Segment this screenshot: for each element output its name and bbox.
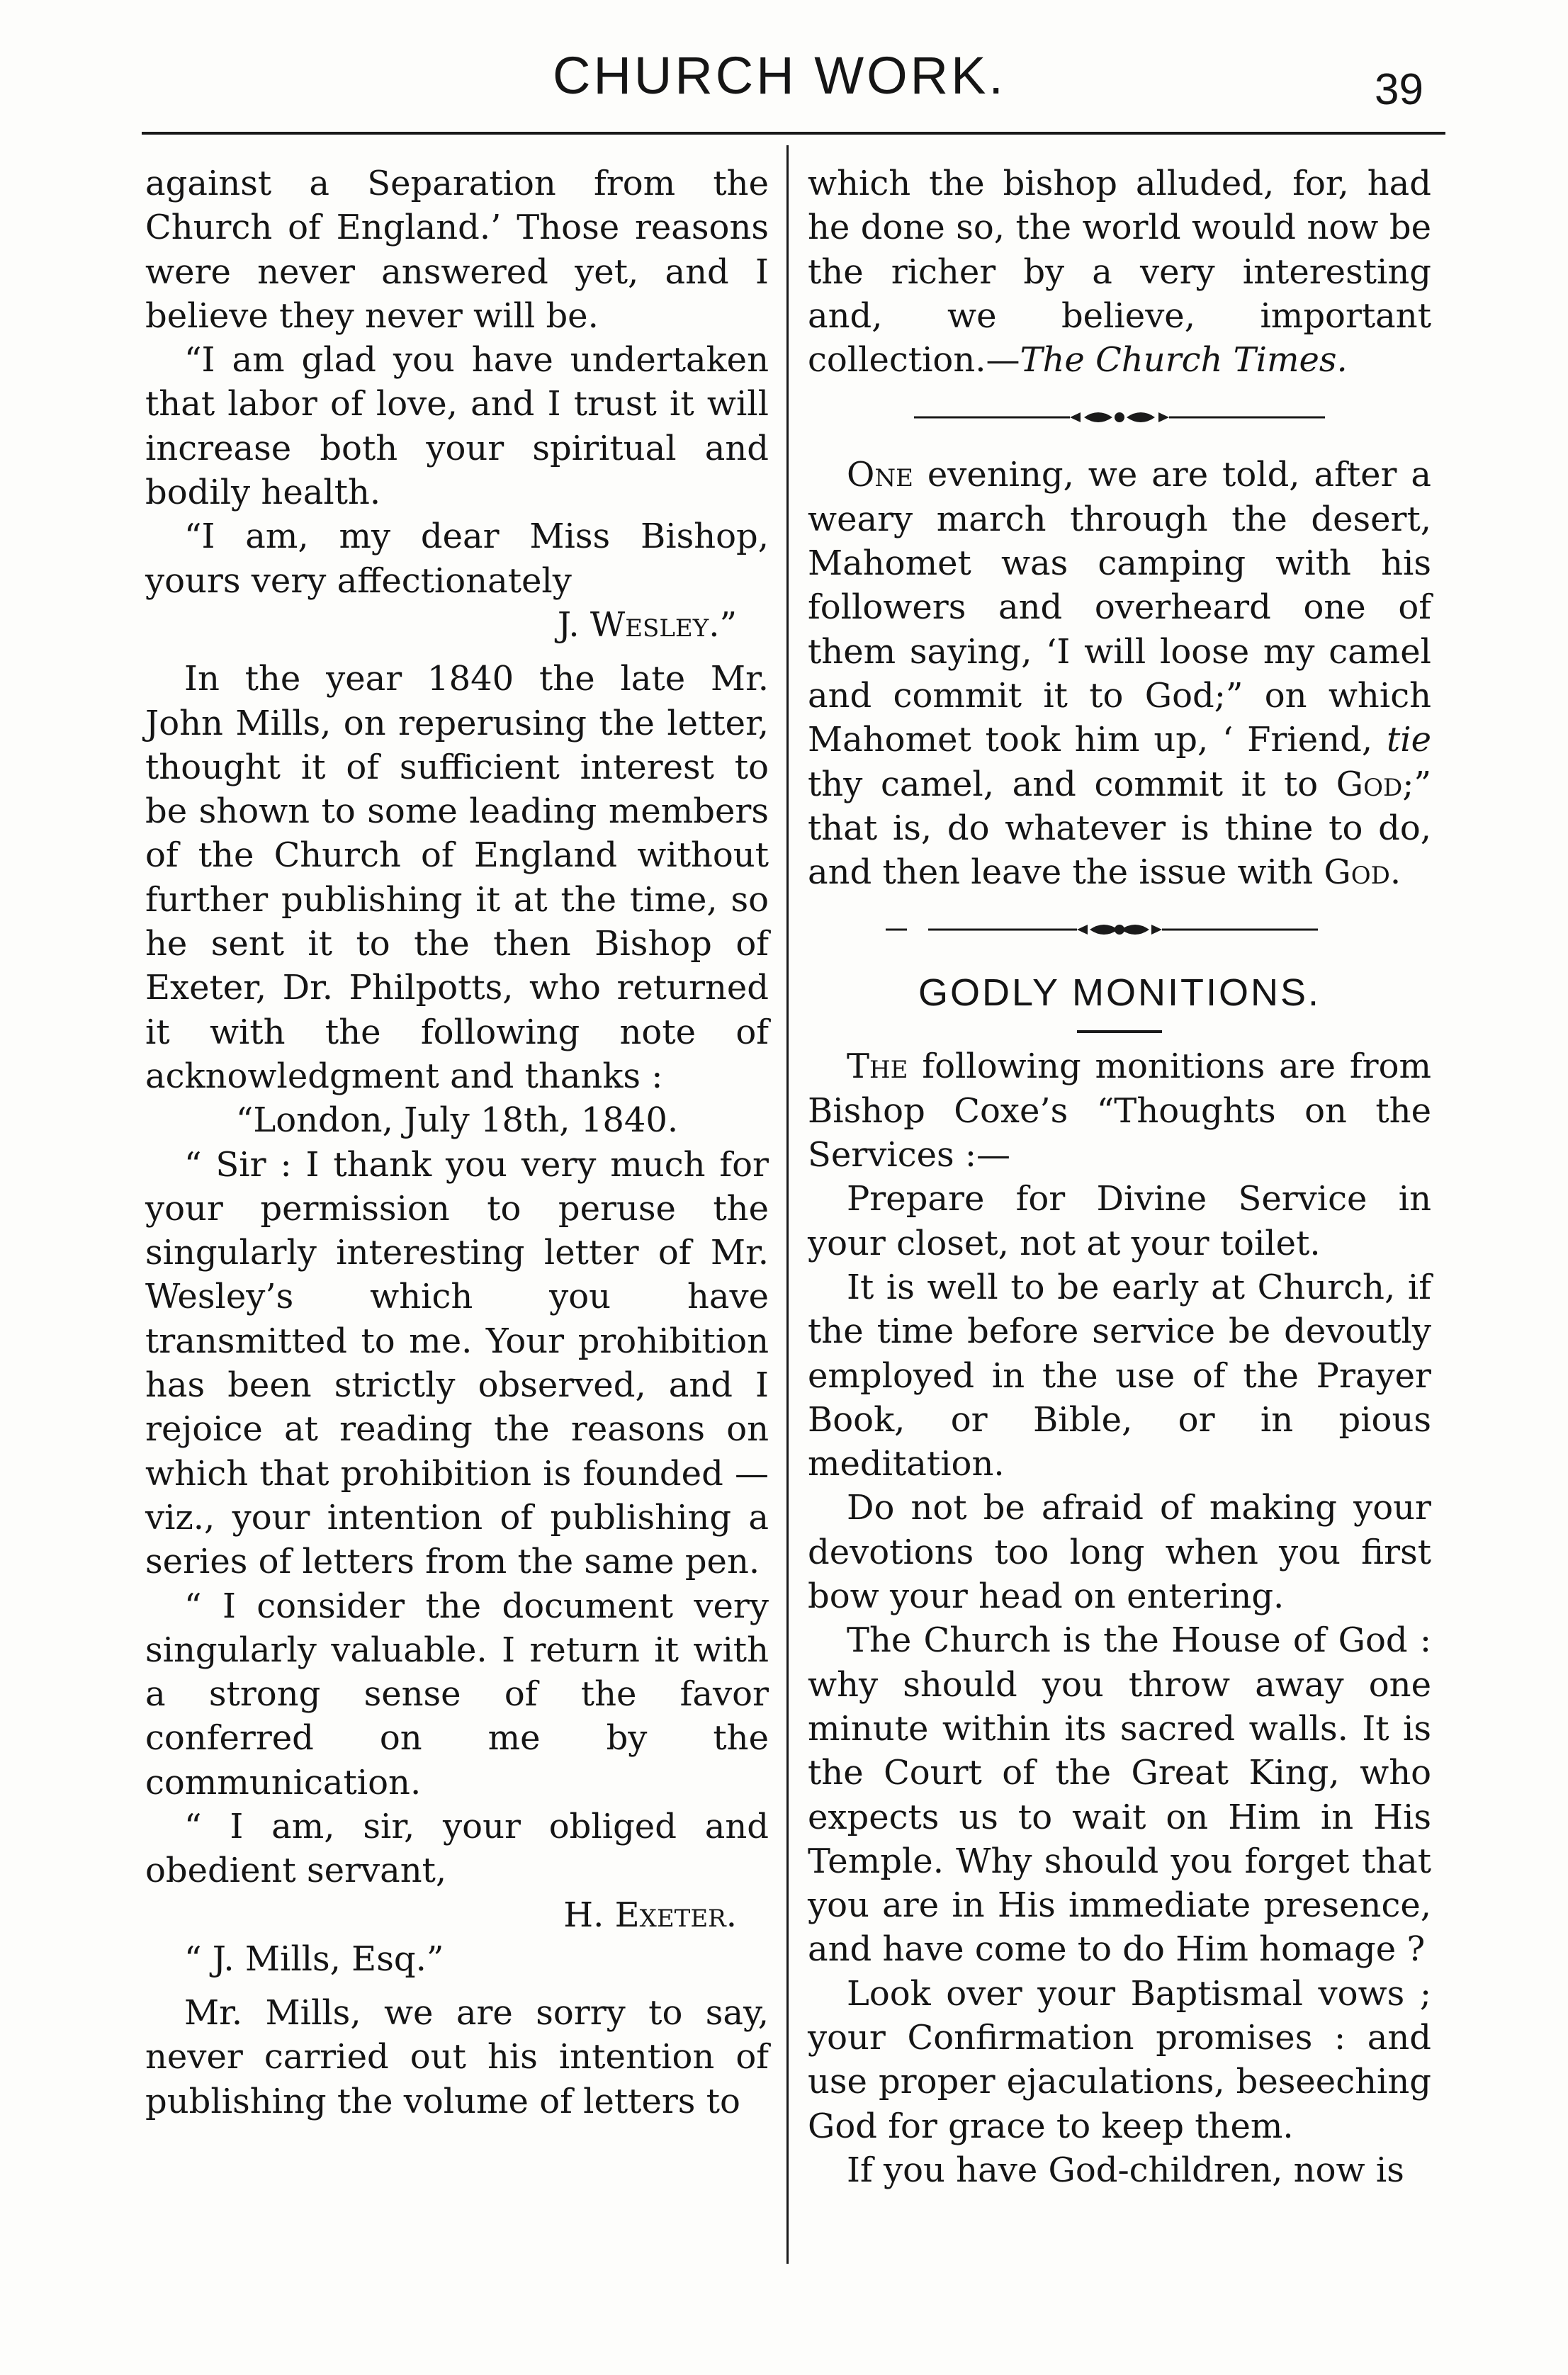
ornament-divider	[808, 894, 1431, 965]
monition: Look over your Baptismal vows ; your Confirmation promises : and use proper ejaculations, beseeching God for grace to keep them.	[808, 1973, 1431, 2146]
paragraph: In the year 1840 the late Mr. John Mills, on reperusing the letter, thought it of sufficient interest to be shown to some leading members of the Church of England without further publishing it at the time, so he sent it to the then Bishop of Exeter, Dr. Philpotts, who returned it with the following note of acknowledgment and thanks :	[145, 659, 769, 1096]
monition: The Church is the House of God : why should you throw away one minute within its sacred walls. It is the Court of the Great King, who expects us to wait on Him in His Temple. Why should you forget that you are in His immediate presence, and have come to do Him homage ?	[808, 1620, 1431, 1970]
right-column	[808, 162, 1431, 2192]
ornament-icon	[808, 382, 1431, 453]
paragraph: “ I am, sir, your obliged and obedient servant,	[145, 1806, 769, 1891]
signature-wesley: J. Wesley.”	[557, 604, 737, 645]
letter-dateline: “London, July 18th, 1840.	[235, 1100, 679, 1141]
monition: Prepare for Divine Service in your closet, not at your toilet.	[808, 1179, 1431, 1263]
paragraph	[808, 453, 1431, 894]
running-title: CHURCH WORK.	[553, 46, 1006, 105]
drop-lead: The	[847, 1047, 908, 1087]
anecdote-text: that is, do whatever is thine to do, and then leave the issue with	[808, 808, 1431, 893]
divine-name: God;”	[1336, 764, 1431, 804]
monition: Do not be afraid of making your devotions too long when you first bow your head on entering.	[808, 1488, 1431, 1617]
page-number: 39	[1375, 65, 1423, 114]
ornament-icon	[808, 894, 1431, 965]
paragraph	[808, 162, 1431, 382]
divine-name: God.	[1324, 852, 1401, 893]
paragraph: against a Separation from the Church of England.’ Those reasons were never answered yet, and I believe they never will be.	[145, 164, 769, 336]
letter-addressee: “ J. Mills, Esq.”	[184, 1939, 444, 1979]
section-heading: GODLY MONITIONS.	[918, 971, 1321, 1015]
continuation-text: which the bishop alluded, for, had he done so, the world would now be the richer by a very interesting and, we believe, important collection.—	[808, 164, 1431, 380]
spacer	[145, 1981, 769, 1991]
source-citation: The Church Times.	[1020, 340, 1348, 380]
anecdote-text: evening, we are told, after a weary march through the desert, Mahomet was camping with his followers and overheard one of them saying, ‘I will loose my camel and commit it to God;” on which Mahomet took him up, ‘ Friend,	[808, 455, 1431, 760]
signature-exeter: H. Exeter.	[563, 1895, 737, 1935]
emphasis-tie: tie	[1386, 720, 1431, 760]
anecdote-text: thy camel, and commit it to	[808, 764, 1319, 804]
paragraph: “ Sir : I thank you very much for your permission to peruse the singularly interesting letter of Mr. Wesley’s which you have transmitted to me. Your prohibition has been strictly observed, and I rejoice at reading the reasons on which that prohibition is founded —viz., your intention of publishing a series of letters from the same pen.	[145, 1144, 769, 1582]
spacer	[145, 647, 769, 657]
paragraph: “ I consider the document very singularly valuable. I return it with a strong sense of the favor conferred on me by the communication.	[145, 1586, 769, 1803]
monition: If you have God-children, now is	[847, 2150, 1404, 2190]
paragraph: “I am glad you have undertaken that labor of love, and I trust it will increase both your spiritual and bodily health.	[145, 340, 769, 513]
column-divider	[786, 145, 789, 2264]
intro-text: following monitions are from Bishop Coxe’s “Thoughts on the Services :—	[808, 1047, 1431, 1175]
paragraph: Mr. Mills, we are sorry to say, never carried out his intention of publishing the volume of letters to	[145, 1993, 769, 2121]
drop-lead: One	[847, 455, 913, 495]
left-column	[145, 162, 769, 2123]
monition: It is well to be early at Church, if the time before service be devoutly employed in the use of the Prayer Book, or Bible, or in pious meditation.	[808, 1267, 1431, 1484]
ornament-divider	[808, 382, 1431, 453]
paragraph	[808, 1044, 1431, 1177]
paragraph: “I am, my dear Miss Bishop, yours very affectionately	[145, 517, 769, 601]
heading-rule	[1077, 1030, 1162, 1033]
header-rule	[142, 132, 1445, 135]
